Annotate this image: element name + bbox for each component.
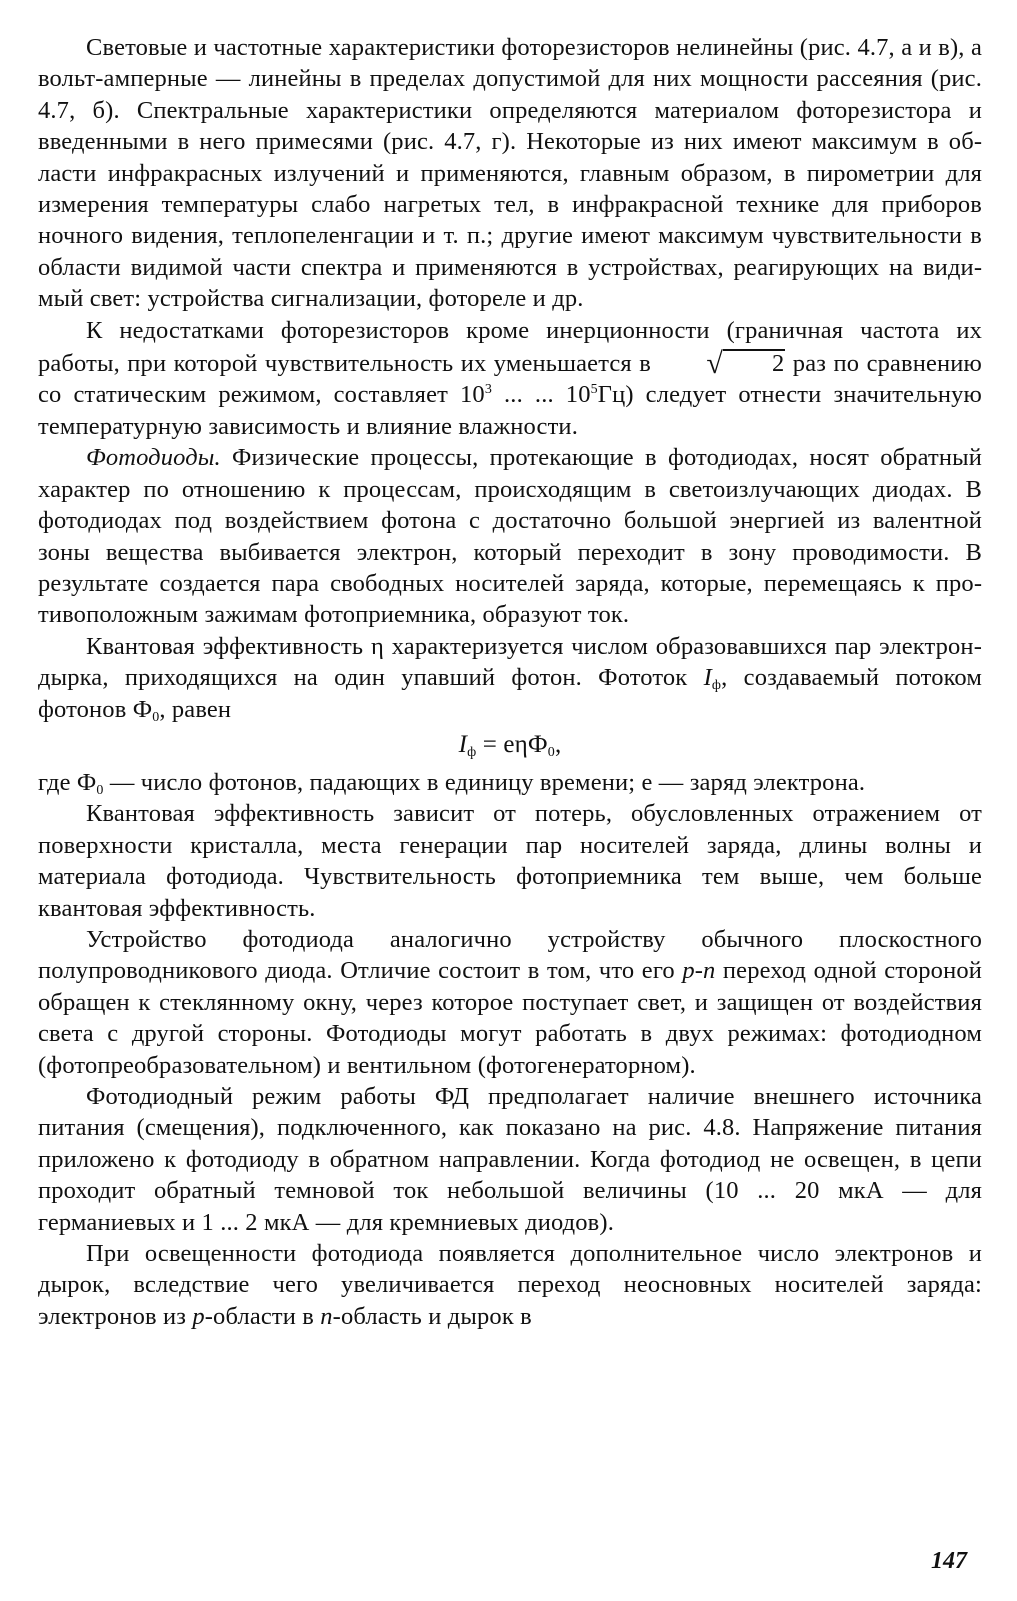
text-fragment: , создаваемый потоком фотонов Ф (38, 664, 982, 723)
page-number: 147 (931, 1548, 967, 1574)
pn-junction: p-n (682, 957, 716, 985)
n-region: n (320, 1302, 333, 1330)
subscript: ф (467, 744, 477, 760)
formula-symbol-I: I (458, 730, 468, 758)
exponent: 3 (484, 382, 492, 398)
sqrt-symbol: √ (706, 347, 723, 381)
text-fragment: -область и дырок в (332, 1302, 532, 1330)
text-fragment: где Ф (38, 768, 97, 796)
text-fragment: Физические процессы, протекающие в фотодиодах, носят обратный характер по отношению к процессам, происходящим в светоизлучающих диодах. В фотодиодах под воздействием фотона с достаточно большой энергией из валентной зоны вещества выбивается электрон, который переходит в зону проводимости. В результате создается пара свободных носителей заряда, которые, перемещаясь к противоположным зажимам фотоприемника, образуют ток. (38, 444, 982, 629)
text-fragment: Устройство фотодиода аналогично устройству обычного плоскостного полупроводникового диода. Отличие состоит в том, что его (38, 925, 982, 985)
text-fragment: Квантовая эффективность η характеризуется числом образовавшихся пар электрон-дырка, приходящихся на один упавший фотон. Фототок (38, 632, 982, 692)
subscript: 0 (547, 744, 555, 760)
paragraph-photodiodes (38, 442, 982, 630)
paragraph-illumination (38, 1238, 982, 1332)
subscript: ф (711, 678, 722, 694)
subscript: 0 (152, 709, 160, 725)
text-fragment: При освещенности фотодиода появляется дополнительное число электронов и дырок, вследствие чего увеличивается переход неосновных носителей заряда: электронов из (38, 1240, 982, 1330)
symbol-I: I (703, 664, 712, 692)
paragraph-photoresistor-drawbacks (38, 315, 982, 443)
formula-punct: , (554, 730, 562, 758)
section-lead: Фотодиоды. (86, 444, 221, 472)
paragraph-efficiency-dependence: Квантовая эффективность зависит от потерь, обусловленных отражением от поверхности кристалла, места генерации пар носителей заряда, длины волны и материала фотодиода. Чувствительность фотоприемника тем выше, чем больше квантовая эффективность. (38, 800, 982, 922)
text-fragment: переход одной стороной обращен к стеклянному окну, через которое поступает свет, и защищен от воздействия света с другой стороны. Фотодиоды могут работать в двух режимах: фотодиодном (фотопреобразовательном) и вентильном (фотогенераторном). (38, 957, 982, 1079)
exponent: 5 (590, 382, 598, 398)
paragraph-photoresistor-characteristics: Световые и частотные характеристики фоторезисторов нелинейны (рис. 4.7, а и в), а вольт-амперные — линейны в пределах допустимой для них мощности рассеяния (рис. 4.7, б). Спектральные характеристики определяются материалом фоторезистора и введенными в него примесями (рис. 4.7, г). Некоторые из них имеют максимум в области инфракрасных излучений и применяются, главным образом, в пирометрии для измерения температуры слабо нагретых тел, в инфракрасной технике для приборов ночного видения, теплопеленгации и т. п.; другие имеют максимум чувствительности в области видимой части спектра и применяются в устройствах, реагирующих на видимый свет: устройства сигнализации, фотореле и др. (38, 34, 982, 313)
paragraph-formula-explanation (38, 767, 982, 798)
paragraph-quantum-efficiency (38, 631, 982, 725)
page-body (38, 32, 982, 1332)
text-fragment: -области в (204, 1302, 321, 1330)
text-fragment: — число фотонов, падающих в единицу времени; e — заряд электрона. (103, 768, 866, 796)
paragraph-photodiode-mode: Фотодиодный режим работы ФД предполагает наличие внешнего источника питания (смещения), подключенного, как показано на рис. 4.8. Напряжение питания приложено к фотодиоду в обратном направлении. Когда фотодиод не освещен, в цепи проходит обратный темновой ток небольшой величины (10 ... 20 мкА — для германиевых и 1 ... 2 мкА — для кремниевых диодов). (38, 1083, 982, 1236)
text-fragment: раз по сравнению со статическим режимом, составляет 10 (38, 350, 982, 409)
p-region: p (192, 1302, 205, 1330)
formula-rhs: = eηФ (476, 730, 548, 758)
formula-photocurrent (38, 729, 982, 761)
text-fragment: , равен (159, 695, 232, 723)
text-fragment: К недостатками фоторезисторов кроме инерционности (граничная частота их работы, при которой чувствительность их уменьшается в (38, 316, 982, 378)
text-fragment: Гц) следует отнести значительную температурную зависимость и влияние влажности. (38, 381, 983, 440)
paragraph-photodiode-structure (38, 924, 982, 1081)
subscript: 0 (96, 782, 104, 798)
sqrt-argument: 2 (723, 349, 785, 377)
text-fragment: ... ... 10 (491, 381, 591, 409)
